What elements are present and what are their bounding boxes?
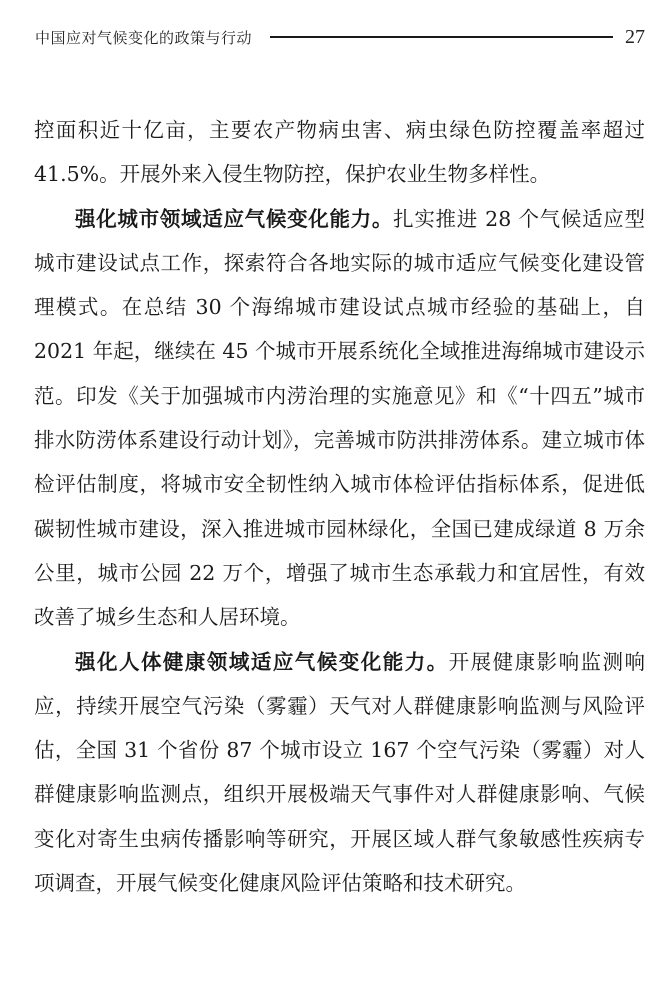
body-text: [34, 108, 645, 905]
header-rule: [270, 36, 613, 38]
page-number: 27: [625, 25, 645, 48]
paragraph-text: 开展健康影响监测响应，持续开展空气污染（雾霾）天气对人群健康影响监测与风险评估，全国 31 个省份 87 个城市设立 167 个空气污染（雾霾）对人群健康影响监测点，组织开展极端天气事件对人群健康影响、气候变化对寄生虫病传播影响等研究，开展区域人群气象敏感性疾病专项调查，开展气候变化健康风险评估策略和技术研究。: [34, 649, 646, 896]
paragraph-continued: [34, 108, 645, 197]
paragraph-lead: 强化人体健康领域适应气候变化能力。: [75, 649, 449, 674]
paragraph-lead: 强化城市领域适应气候变化能力。: [75, 206, 394, 231]
paragraph-text: 扎实推进 28 个气候适应型城市建设试点工作，探索符合各地实际的城市适应气候变化建设管理模式。在总结 30 个海绵城市建设试点城市经验的基础上，自 2021 年起，继续在 45 个城市开展系统化全域推进海绵城市建设示范。印发《关于加强城市内涝治理的实施意见》和《“十四五”城市排水防涝体系建设行动计划》，完善城市防洪排涝体系。建立城市体检评估制度，将城市安全韧性纳入城市体检评估指标体系，促进低碳韧性城市建设，深入推进城市园林绿化，全国已建成绿道 8 万余公里，城市公园 22 万个，增强了城市生态承载力和宜居性，有效改善了城乡生态和人居环境。: [34, 206, 646, 630]
paragraph-urban-adaptation: [34, 197, 645, 640]
paragraph-text: 控面积近十亿亩，主要农产物病虫害、病虫绿色防控覆盖率超过 41.5%。开展外来入侵生物防控，保护农业生物多样性。: [34, 118, 645, 187]
header-title: 中国应对气候变化的政策与行动: [35, 28, 253, 47]
paragraph-health-adaptation: [34, 640, 645, 906]
running-header: [35, 24, 645, 50]
